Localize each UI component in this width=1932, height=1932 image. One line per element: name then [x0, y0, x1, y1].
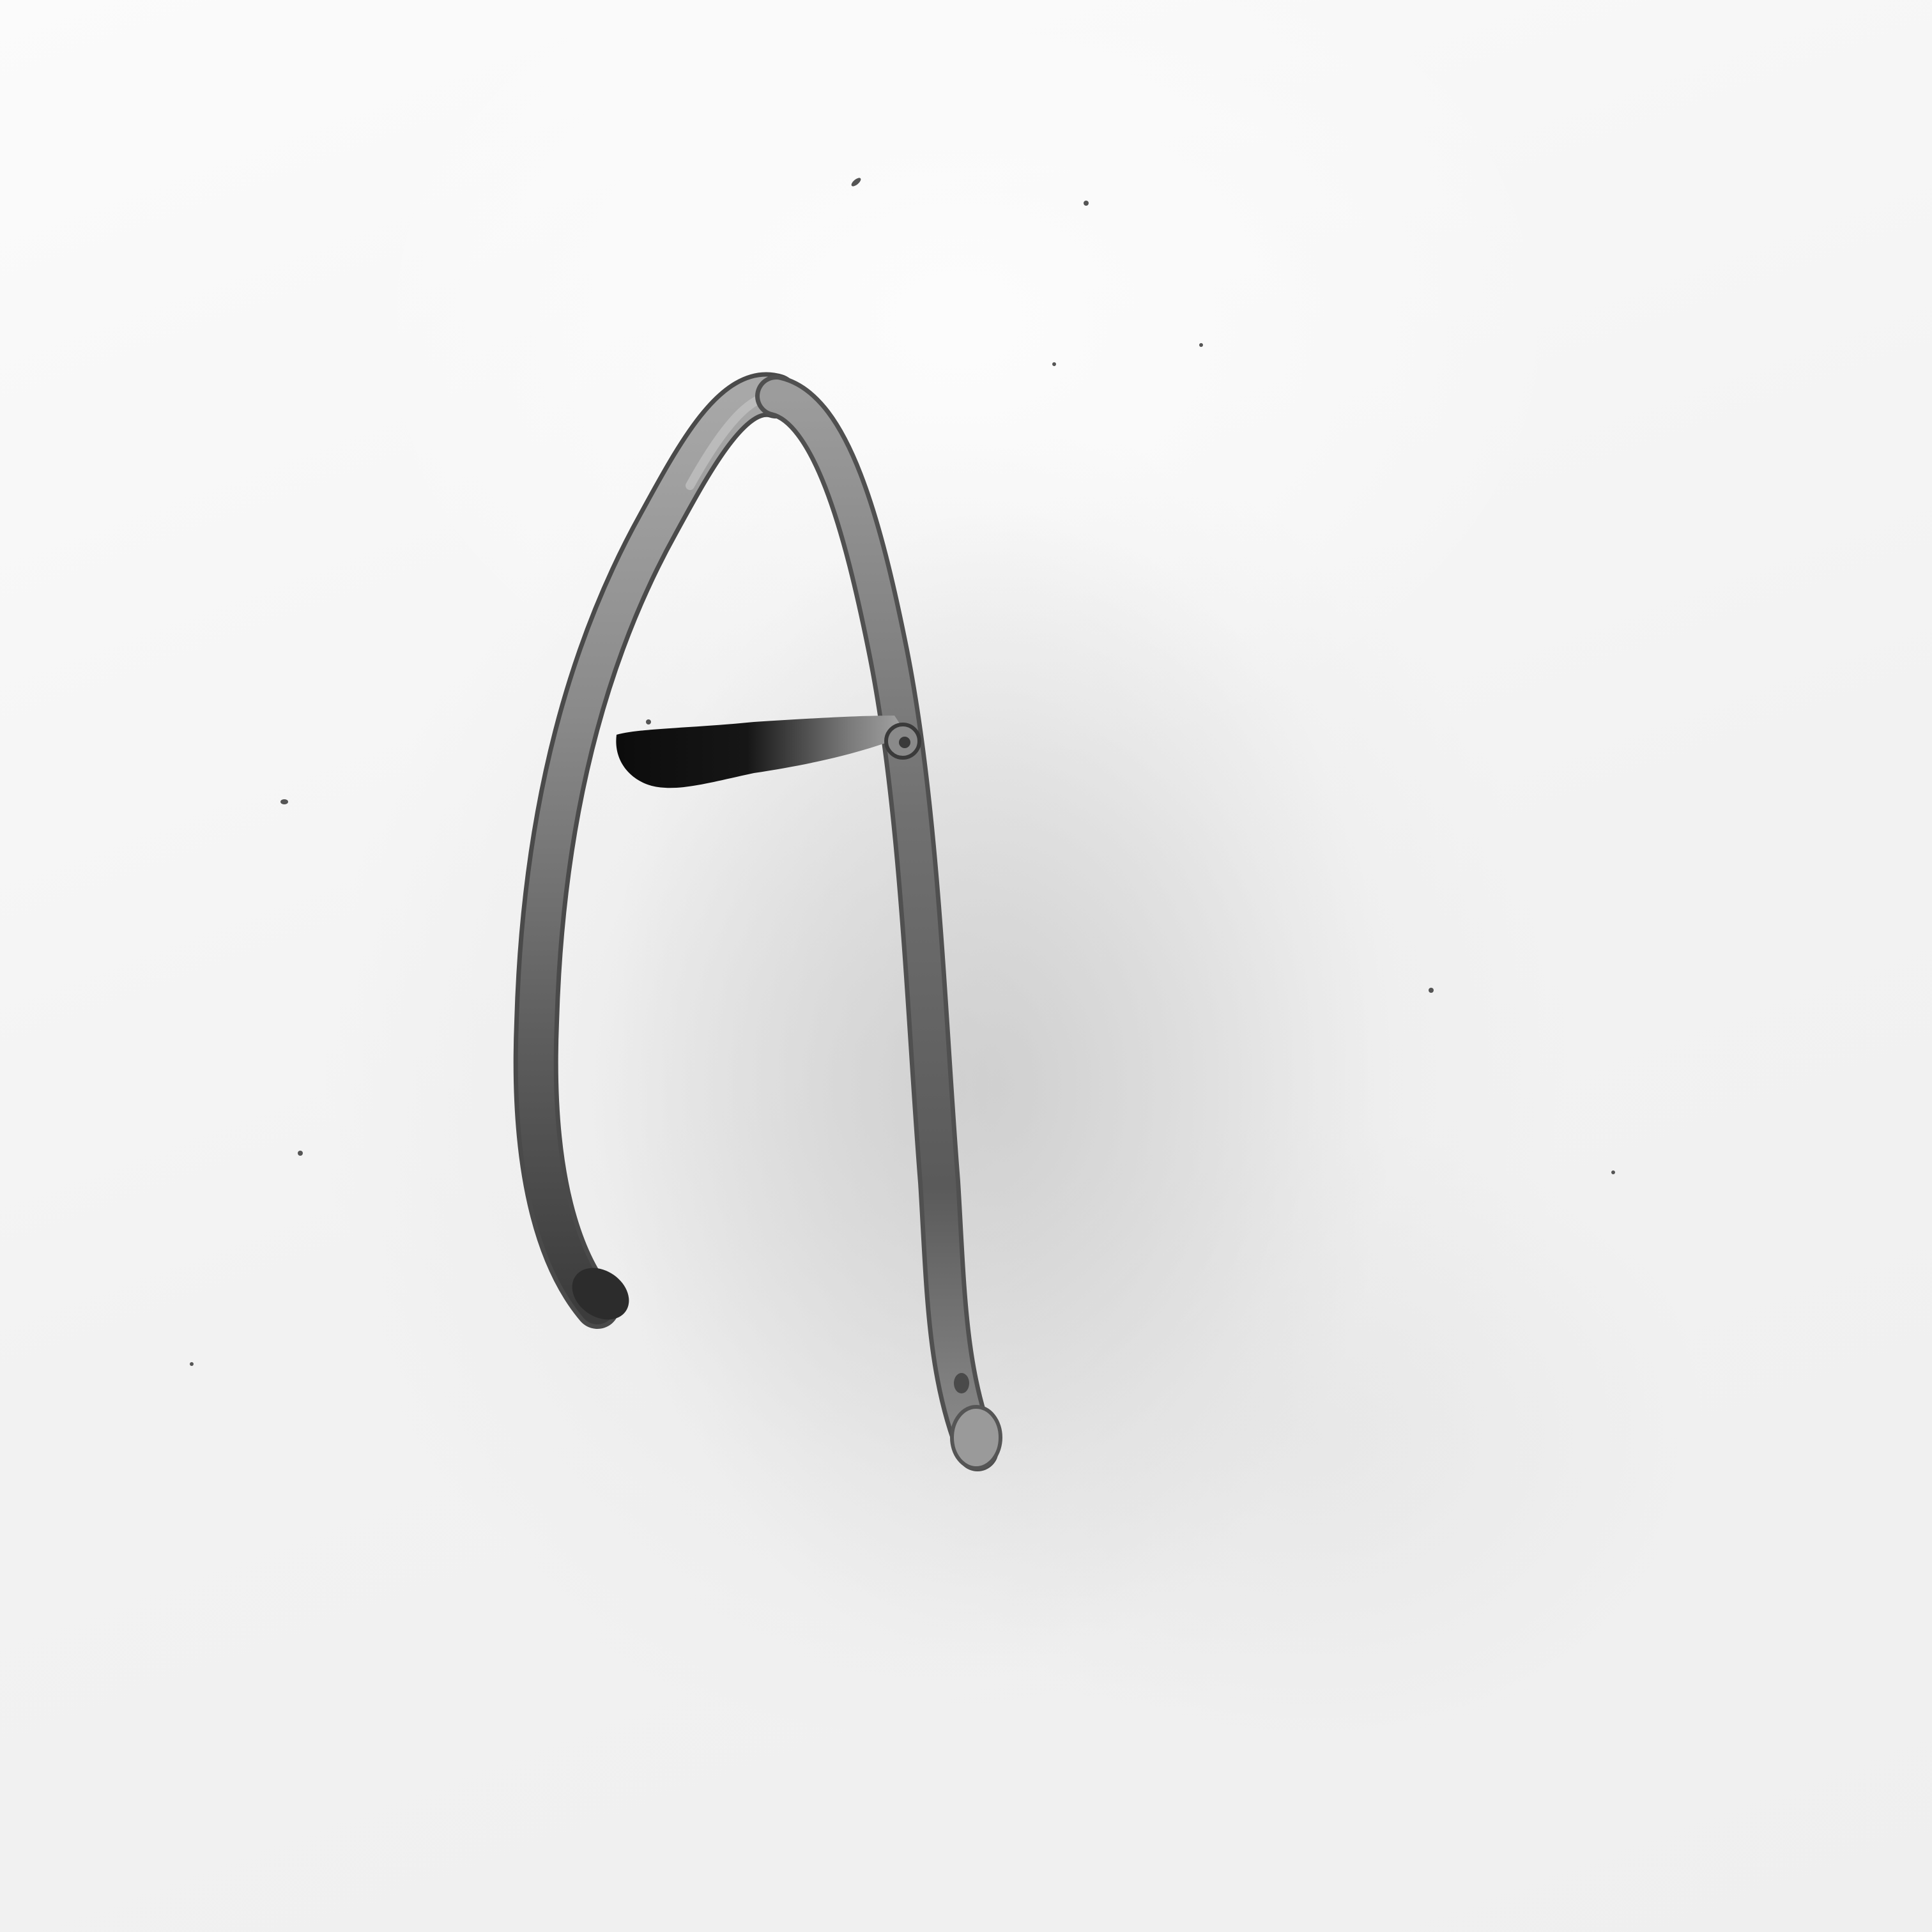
wire-crossbar-joint-core	[899, 737, 910, 748]
wire-right-foot-tip	[952, 1407, 1000, 1468]
wire-right-foot-notch	[954, 1373, 969, 1393]
cast-shadow	[601, 511, 1393, 1661]
